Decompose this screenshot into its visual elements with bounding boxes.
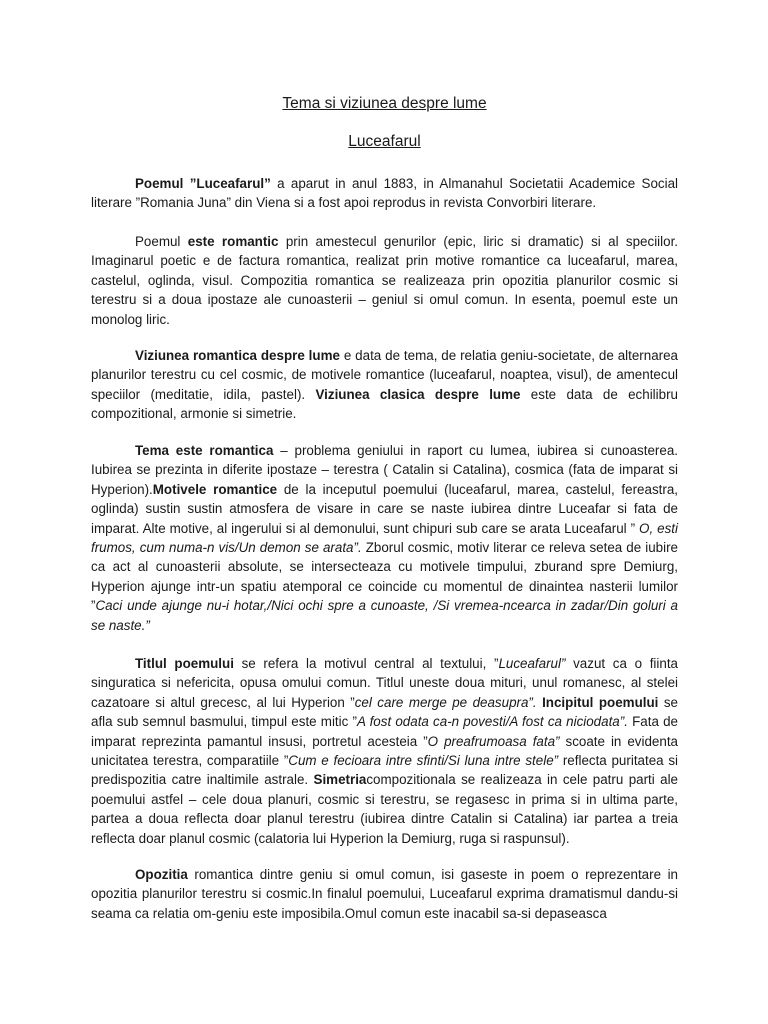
quote-text: cel care merge pe deasupra”. xyxy=(354,694,537,710)
bold-text: Simetria xyxy=(313,772,367,788)
bold-text: Viziunea clasica despre lume xyxy=(315,386,521,402)
body-text: de la inceputul poemului (luceafarul, marea, castelul, fereastra, oglinda) sustin sustin atmosfera de visare in care se naste iubirea dintre Luceafar si fata de imparat. Alte motive, al ingerului si al demonului, sunt chipuri sub care se arata Luceafarul ” xyxy=(91,481,678,536)
document-subtitle: Luceafarul xyxy=(348,133,421,150)
body-text: se afla sub semnul basmului, timpul este mitic ” xyxy=(91,694,678,730)
paragraph-title-analysis xyxy=(91,654,678,848)
bold-text: Titlul poemului xyxy=(135,656,234,671)
quote-text: O, esti frumos, cum numa-n vis/Un demon se arata”. xyxy=(91,520,678,556)
paragraph-romantic-vision xyxy=(91,346,678,424)
body-text: Poemul xyxy=(135,234,188,249)
quote-text: O preafrumoasa fata” xyxy=(427,733,560,749)
paragraph-opposition xyxy=(91,865,678,923)
paragraph-poem-intro xyxy=(91,174,678,213)
body-text: se refera la motivul central al textului, ” xyxy=(233,656,499,671)
quote-text: Caci unde ajunge nu-i hotar,/Nici ochi spre a cunoaste, /Si vremea-ncearca in zadar/Din goluri a se naste.” xyxy=(91,598,678,633)
paragraph-romantic-poem xyxy=(91,232,678,329)
quote-text: A fost odata ca-n povesti/A fost ca niciodata”. xyxy=(356,714,628,730)
bold-text: Incipitul poemului xyxy=(542,694,659,710)
bold-text: Motivele romantice xyxy=(152,481,278,497)
body-text: este data de echilibru compozitional, armonie si simetrie. xyxy=(91,386,678,422)
document-title: Tema si viziunea despre lume xyxy=(282,95,487,112)
body-text: a aparut in anul 1883, in Almanahul Societatii Academice Social literare ”Romania Juna” din Viena si a fost apoi reprodus in revista Convorbiri literare. xyxy=(91,176,678,211)
quote-text: Cum e fecioara intre sfinti/Si luna intre stele” xyxy=(288,753,559,769)
body-text: romantica dintre geniu si omul comun, isi gaseste in poem o reprezentare in opozitia planurilor terestru si cosmic.In finalul poemului, Luceafarul exprima dramatismul dandu-si seama ca relatia om-geniu este imposibila.Omul comun este inacabil sa-si depaseasca xyxy=(91,867,678,921)
body-text: Fata de imparat reprezinta pamantul insusi, portretul acesteia ” xyxy=(91,714,678,749)
body-text: – problema geniului in raport cu lumea, iubirea si cunoasterea. Iubirea se prezinta in diferite ipostaze – terestra ( Catalin si Catalina), cosmica (fata de imparat si Hyperion). xyxy=(91,443,678,497)
quote-text: Luceafarul” xyxy=(498,656,566,671)
body-text: prin amestecul genurilor (epic, liric si dramatic) si al speciilor. Imaginarul poetic e de factura romantica, realizat prin motive romantice ca luceafarul, marea, castelul, oglinda, visul. Compozitia romantica se realizeaza prin opozitia planurilor cosmic si terestru si a doua ipostaze ale cunoasterii – geniul si omul comun. In esenta, poemul este un monolog liric. xyxy=(91,234,679,327)
body-text: scoate in evidenta unicitatea terestra, comparatiile ” xyxy=(91,733,678,769)
body-text: e data de tema, de relatia geniu-societate, de alternarea planurilor terestru cu cel cosmic, de motivele romantice (luceafarul, noaptea, visul), de amentecul speciilor (meditatie, idila, pastel). xyxy=(91,348,678,402)
paragraph-theme xyxy=(91,441,678,635)
body-text: Zborul cosmic, motiv literar ce releva setea de iubire ca act al cunoasterii absolute, se intersecteaza cu motivele timpului, zburand spre Demiurg, Hyperion ajunge intr-un spatiu atemporal ce coincide cu momentul de dinaintea nasterii lumilor ” xyxy=(91,540,678,614)
bold-text: Viziunea romantica despre lume xyxy=(135,348,340,363)
bold-text: Tema este romantica xyxy=(135,443,274,458)
bold-text: Opozitia xyxy=(135,867,188,882)
bold-text: este romantic xyxy=(187,234,279,249)
bold-text: Poemul ”Luceafarul” xyxy=(135,176,271,191)
body-text: reflecta puritatea si predispozitia catre inaltimile astrale. xyxy=(91,753,678,788)
body-text: vazut ca o fiinta singuratica si nefericita, opusa omului comun. Titlul uneste doua mituri, unul romanesc, al stelei cazatoare si altul grecesc, al lui Hyperion ” xyxy=(91,656,678,710)
body-text: compozitionala se realizeaza in cele patru parti ale poemului astfel – cele doua planuri, cosmic si terestru, se regasesc in prima si in ultima parte, partea a doua reflecta doar planul terestru (iubirea dintre Catalin si Catalina) iar partea a treia reflecta doar planul cosmic (calatoria lui Hyperion la Demiurg, ruga si raspunsul). xyxy=(91,772,679,846)
